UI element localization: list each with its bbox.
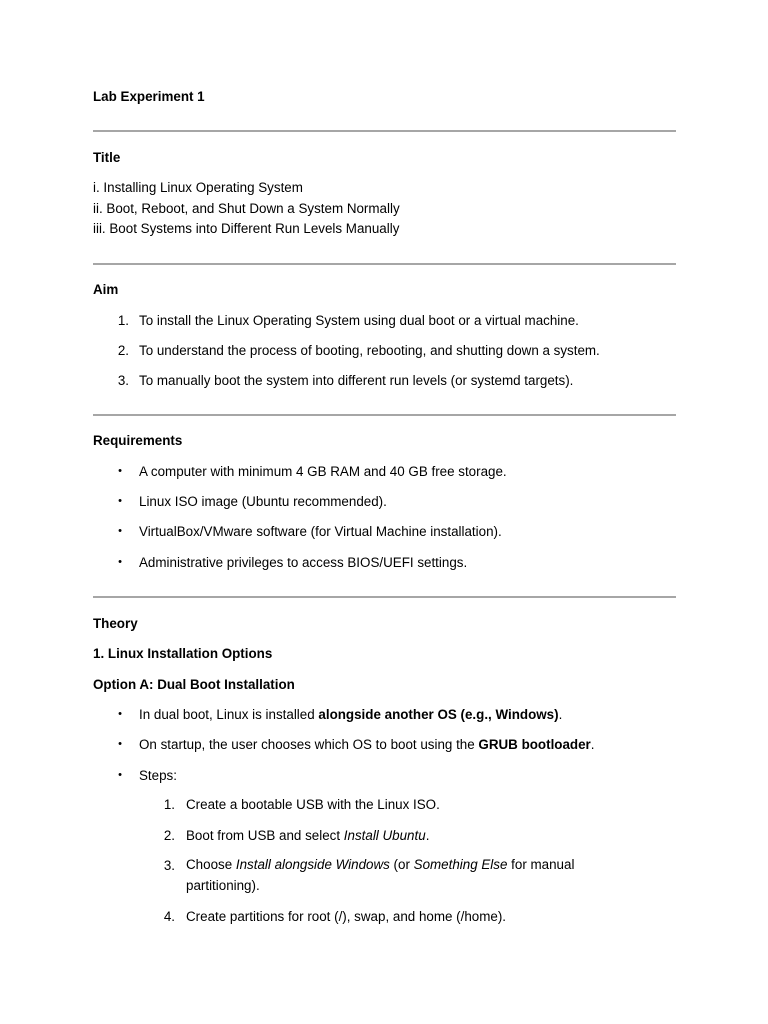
aim-item-text: To manually boot the system into different run levels (or systemd targets). xyxy=(139,373,574,388)
document-title: Lab Experiment 1 xyxy=(93,89,205,104)
title-line-3: iii. Boot Systems into Different Run Levels Manually xyxy=(93,221,400,236)
title-heading: Title xyxy=(93,150,121,165)
bullet-icon: • xyxy=(118,769,122,781)
aim-heading: Aim xyxy=(93,282,119,297)
text-run: . xyxy=(425,828,430,843)
bold-text-run: alongside another OS (e.g., Windows) xyxy=(318,707,559,722)
divider xyxy=(93,263,676,265)
requirement-text: Linux ISO image (Ubuntu recommended). xyxy=(139,494,387,509)
aim-item-number: 3. xyxy=(117,373,129,388)
text-run: Choose xyxy=(186,857,236,872)
divider xyxy=(93,414,676,416)
italic-text-run: Install alongside Windows xyxy=(235,857,390,872)
text-run: On startup, the user chooses which OS to boot using the xyxy=(139,737,479,752)
title-line-1: i. Installing Linux Operating System xyxy=(93,180,303,195)
step-number: 2. xyxy=(163,828,175,843)
bullet-icon: • xyxy=(118,708,122,720)
requirement-text: VirtualBox/VMware software (for Virtual Machine installation). xyxy=(139,524,502,539)
step-number: 4. xyxy=(163,909,175,924)
requirement-text: Administrative privileges to access BIOS/UEFI settings. xyxy=(139,555,468,570)
bullet-icon: • xyxy=(118,495,122,507)
step-text xyxy=(186,828,429,843)
requirements-heading: Requirements xyxy=(93,433,183,448)
bullet-icon: • xyxy=(118,738,122,750)
aim-item-text: To understand the process of booting, rebooting, and shutting down a system. xyxy=(139,343,600,358)
step-text: Create partitions for root (/), swap, and home (/home). xyxy=(186,909,507,924)
option-a-heading: Option A: Dual Boot Installation xyxy=(93,677,295,692)
divider xyxy=(93,596,676,598)
text-run: In dual boot, Linux is installed xyxy=(139,707,319,722)
aim-item-text: To install the Linux Operating System using dual boot or a virtual machine. xyxy=(139,313,579,328)
step-text: Create a bootable USB with the Linux ISO. xyxy=(186,797,440,812)
theory-heading: Theory xyxy=(93,616,138,631)
step-number: 3. xyxy=(163,858,175,873)
theory-bullet-text xyxy=(139,707,562,722)
italic-text-run: Install Ubuntu xyxy=(343,828,426,843)
text-run: for manual partitioning). xyxy=(186,857,575,893)
italic-text-run: Something Else xyxy=(413,857,508,872)
bullet-icon: • xyxy=(118,525,122,537)
theory-bullet-text: Steps: xyxy=(139,768,177,783)
step-text xyxy=(186,854,606,896)
text-run: Boot from USB and select xyxy=(186,828,344,843)
text-run: . xyxy=(558,707,563,722)
title-line-2: ii. Boot, Reboot, and Shut Down a System Normally xyxy=(93,201,400,216)
requirement-text: A computer with minimum 4 GB RAM and 40 GB free storage. xyxy=(139,464,507,479)
aim-item-number: 1. xyxy=(117,313,129,328)
installation-options-heading: 1. Linux Installation Options xyxy=(93,646,273,661)
theory-bullet-text xyxy=(139,737,595,752)
text-run: . xyxy=(590,737,595,752)
divider xyxy=(93,130,676,132)
bullet-icon: • xyxy=(118,465,122,477)
step-number: 1. xyxy=(163,797,175,812)
bold-text-run: GRUB bootloader xyxy=(478,737,591,752)
aim-item-number: 2. xyxy=(117,343,129,358)
text-run: (or xyxy=(389,857,414,872)
bullet-icon: • xyxy=(118,556,122,568)
